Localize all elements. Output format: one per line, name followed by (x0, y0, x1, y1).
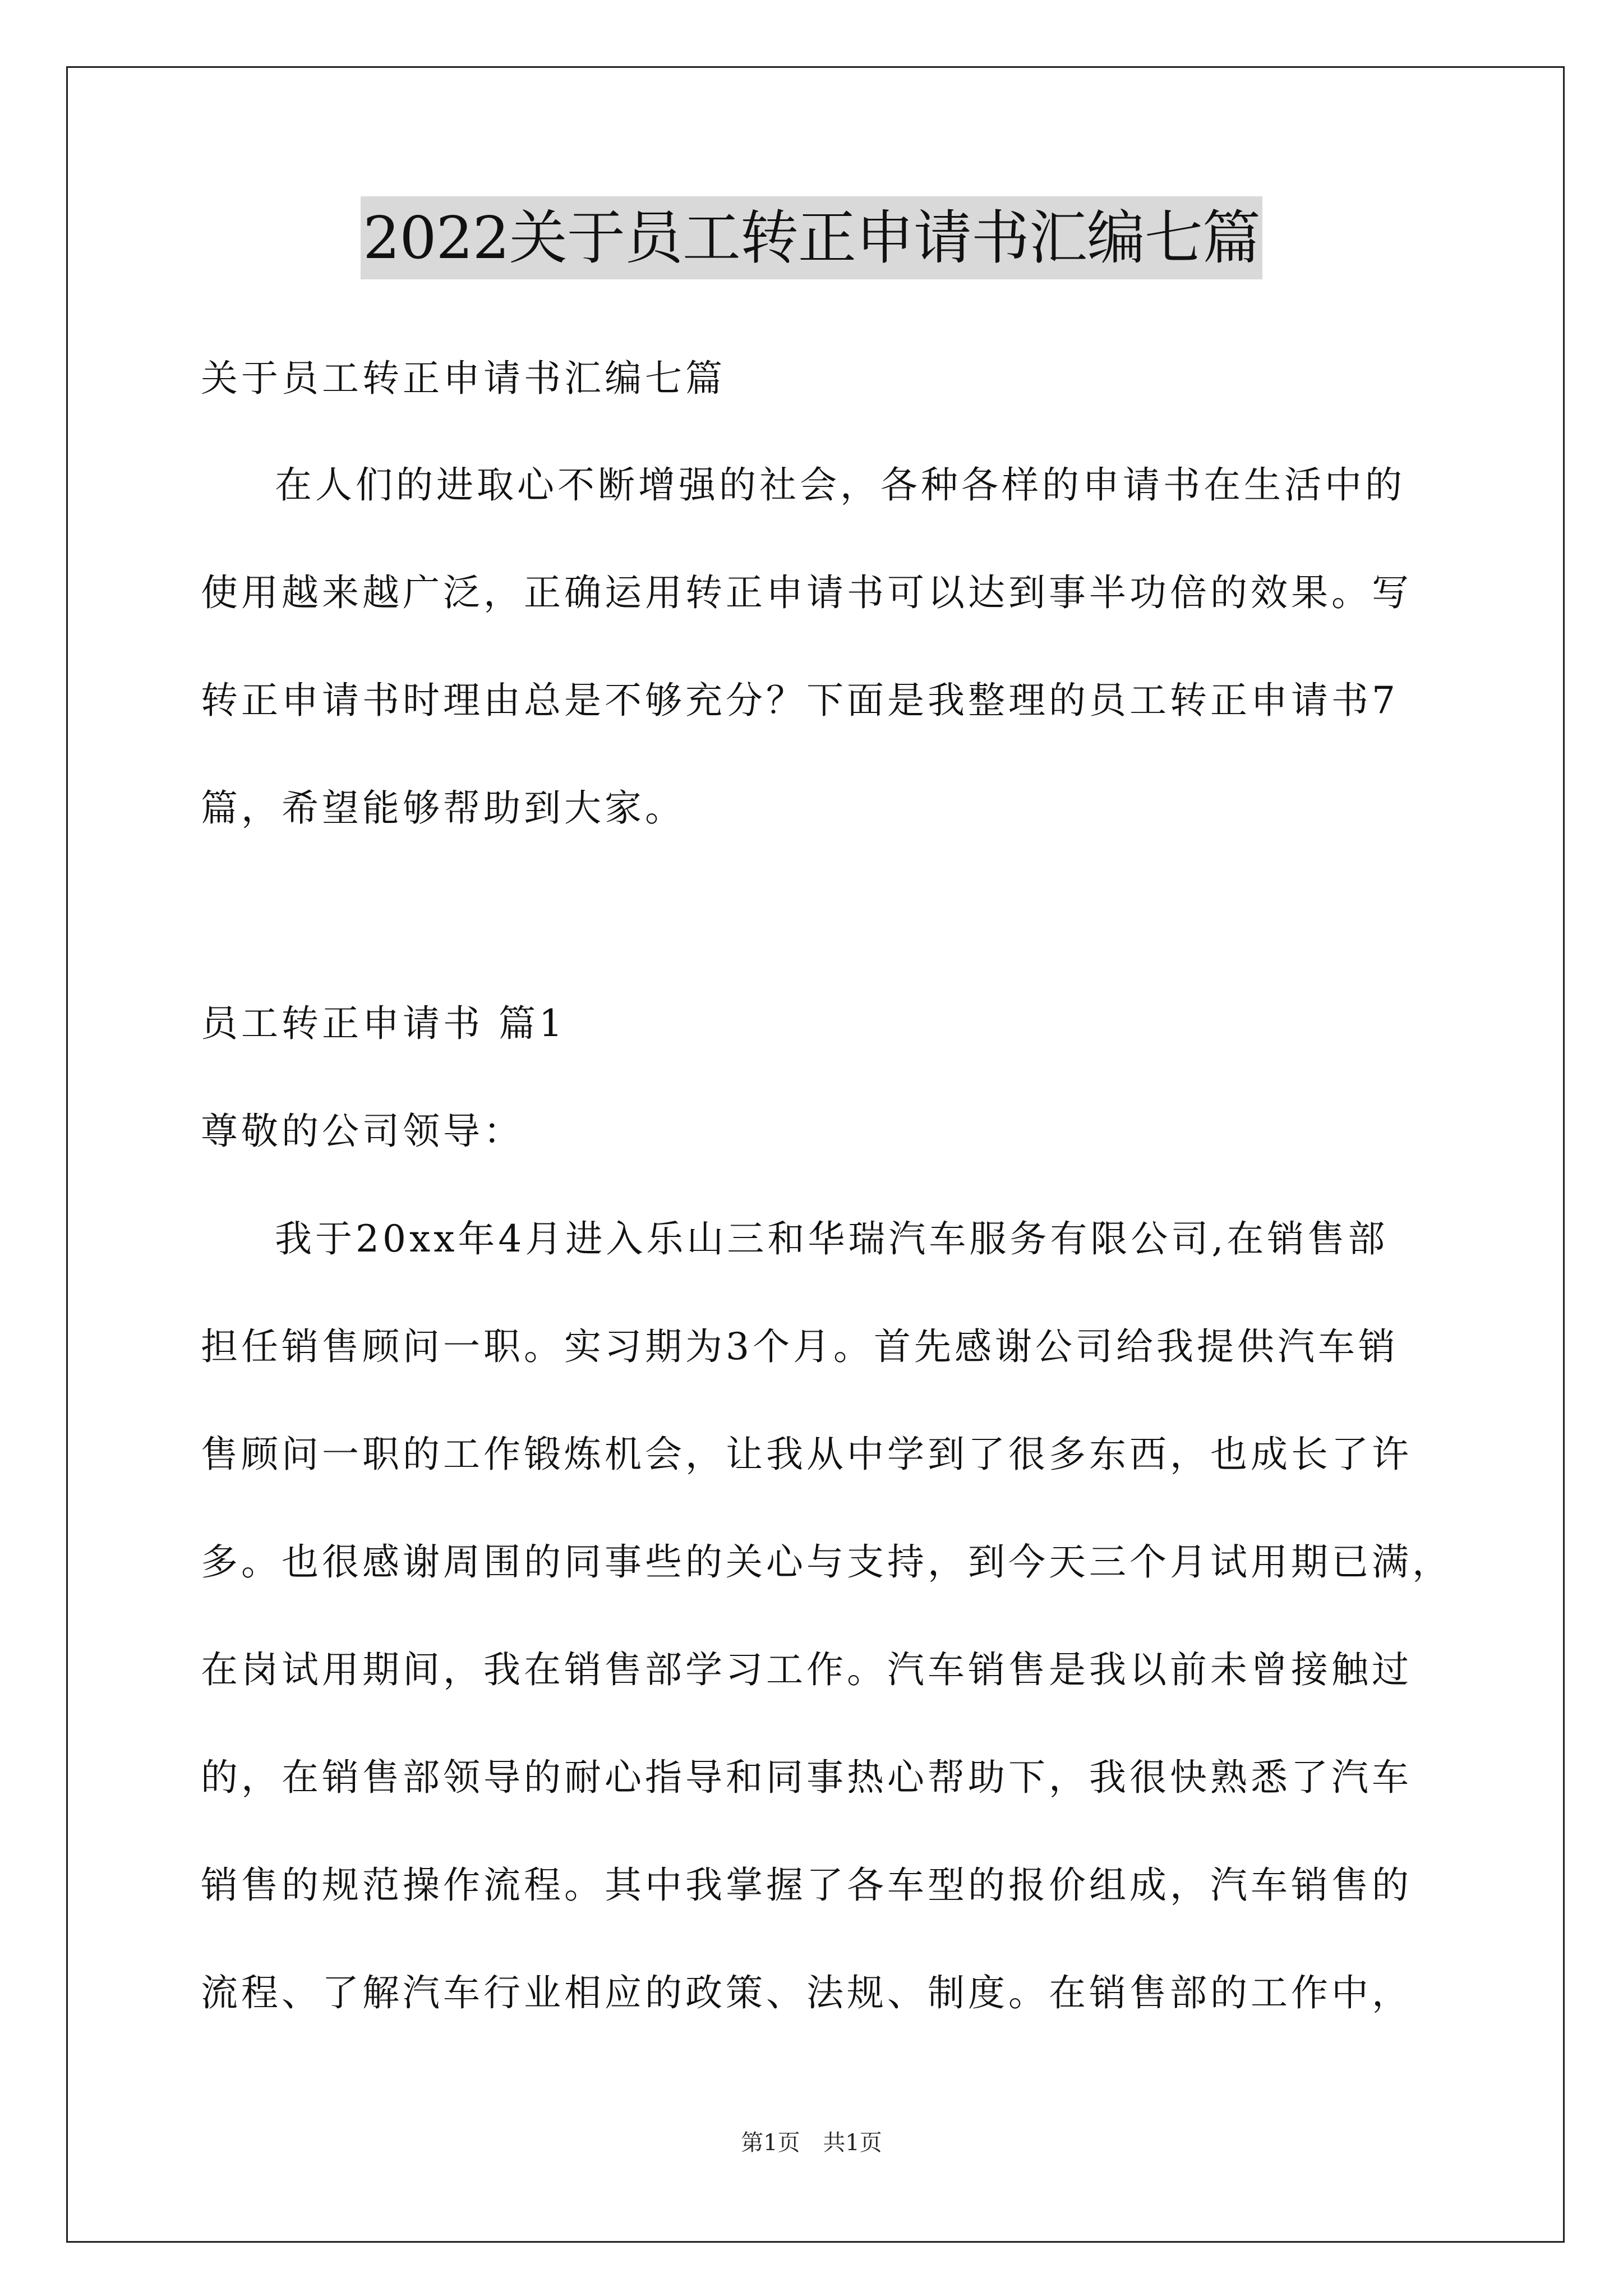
document-title: 2022关于员工转正申请书汇编七篇 (361, 196, 1262, 279)
intro-line: 在人们的进取心不断增强的社会，各种各样的申请书在生活中的 (275, 463, 1405, 507)
page-footer (0, 2126, 1623, 2160)
body-line: 销售的规范操作流程。其中我掌握了各车型的报价组成，汽车销售的 (201, 1864, 1412, 1907)
intro-line: 使用越来越广泛，正确运用转正申请书可以达到事半功倍的效果。写 (201, 571, 1412, 614)
intro-line: 篇，希望能够帮助到大家。 (201, 786, 685, 830)
title-container (0, 196, 1623, 279)
intro-line: 转正申请书时理由总是不够充分？下面是我整理的员工转正申请书7 (201, 679, 1399, 722)
salutation: 尊敬的公司领导： (201, 1110, 524, 1153)
body-line: 的，在销售部领导的耐心指导和同事热心帮助下，我很快熟悉了汽车 (201, 1756, 1412, 1799)
body-line: 我于20xx年4月进入乐山三和华瑞汽车服务有限公司,在销售部 (275, 1217, 1389, 1260)
document-subtitle: 关于员工转正申请书汇编七篇 (201, 357, 726, 400)
body-line: 担任销售顾问一职。实习期为3个月。首先感谢公司给我提供汽车销 (201, 1325, 1399, 1368)
body-line: 在岗试用期间，我在销售部学习工作。汽车销售是我以前未曾接触过 (201, 1648, 1412, 1691)
body-line: 多。也很感谢周围的同事些的关心与支持，到今天三个月试用期已满， (201, 1540, 1453, 1584)
page-total: 共1页 (823, 2130, 882, 2156)
body-line: 售顾问一职的工作锻炼机会，让我从中学到了很多东西，也成长了许 (201, 1433, 1412, 1476)
section-heading: 员工转正申请书 篇1 (201, 1002, 566, 1045)
page-number: 第1页 (741, 2130, 800, 2156)
body-line: 流程、了解汽车行业相应的政策、法规、制度。在销售部的工作中， (201, 1971, 1412, 2014)
